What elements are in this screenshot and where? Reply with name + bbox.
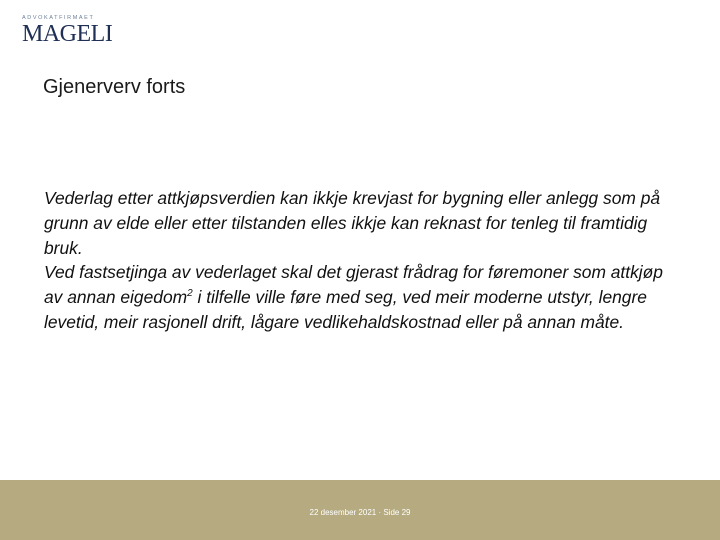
company-logo bbox=[22, 14, 112, 46]
paragraph-1: Vederlag etter attkjøpsverdien kan ikkje krevjast for bygning eller anlegg som på grunn av elde eller etter tilstanden elles ikkje kan reknast for tenleg til framtidig bruk. bbox=[44, 188, 661, 258]
paragraph-2-text-start: Ved fastsetjinga av vederlaget skal det gjerast frådrag for føremoner som attkjøp av annan eigedom bbox=[44, 262, 663, 308]
logo-name: MAGELI bbox=[22, 21, 113, 47]
slide-content bbox=[44, 186, 684, 335]
slide-title: Gjenerverv forts bbox=[43, 76, 186, 98]
paragraph-2-text-end: i tilfelle ville føre med seg, ved meir moderne utstyr, lengre levetid, meir rasjonell drift, lågare vedlikehaldskostnad eller på annan måte. bbox=[44, 287, 647, 332]
footer-bar bbox=[0, 480, 720, 540]
footer-date-page: 22 desember 2021 · Side 29 bbox=[309, 508, 411, 517]
logo-tagline: ADVOKATFIRMAET bbox=[22, 15, 95, 21]
footnote-ref: 2 bbox=[187, 288, 193, 300]
paragraph-2 bbox=[44, 260, 684, 334]
